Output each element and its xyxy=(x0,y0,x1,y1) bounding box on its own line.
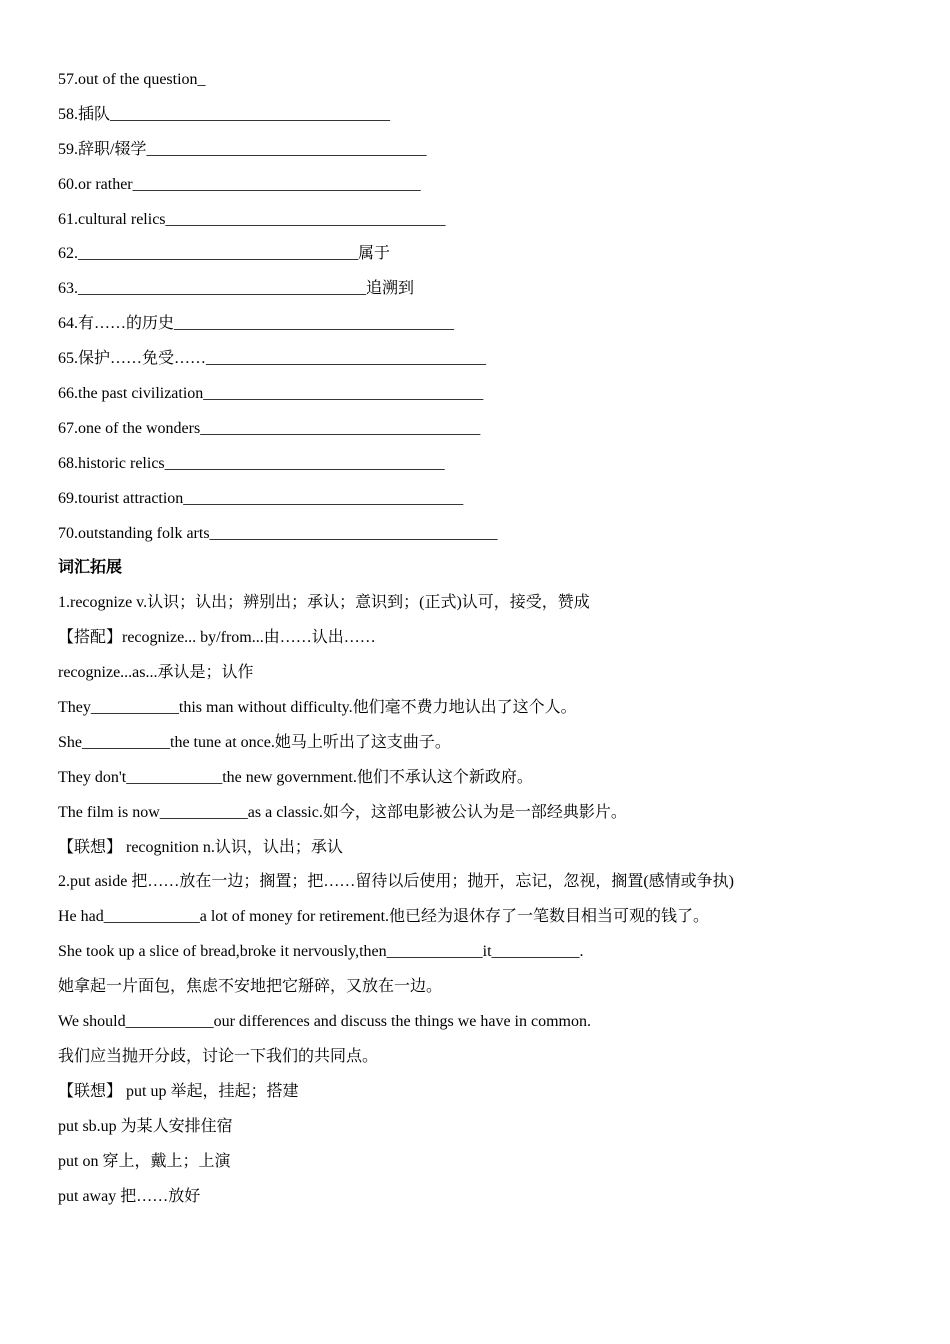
example-sentence: She___________the tune at once.她马上听出了这支曲子。 xyxy=(58,733,451,751)
association-line: 【联想】 recognition n.认识，认出；承认 xyxy=(58,838,343,856)
vocab-entry-recognize: 1.recognize v.认识；认出；辨别出；承认；意识到；(正式)认可，接受，赞成 xyxy=(58,594,590,612)
phrase-item-62: 62.___________________________________属于 xyxy=(58,245,391,263)
phrase-item-68: 68.historic relics___________________________________ xyxy=(58,454,445,472)
phrase-item-63: 63.____________________________________追溯到 xyxy=(58,280,415,298)
section-title: 词汇拓展 xyxy=(58,559,123,577)
example-translation: 她拿起一片面包，焦虑不安地把它掰碎，又放在一边。 xyxy=(58,978,443,996)
example-sentence: We should___________our differences and discuss the things we have in common. xyxy=(58,1013,591,1031)
collocation-line: 【搭配】recognize... by/from...由……认出…… xyxy=(58,629,376,647)
phrase-list xyxy=(58,63,918,551)
example-sentence: She took up a slice of bread,broke it nervously,then____________it___________. xyxy=(58,943,584,961)
association-line: put sb.up 为某人安排住宿 xyxy=(58,1117,233,1135)
association-line: put on 穿上，戴上；上演 xyxy=(58,1152,231,1170)
phrase-item-69: 69.tourist attraction___________________________________ xyxy=(58,489,464,507)
phrase-item-60: 60.or rather____________________________________ xyxy=(58,175,421,193)
phrase-item-66: 66.the past civilization___________________________________ xyxy=(58,385,484,403)
association-line: put away 把……放好 xyxy=(58,1187,201,1205)
example-sentence: They___________this man without difficulty.他们毫不费力地认出了这个人。 xyxy=(58,699,577,717)
phrase-item-57: 57.out of the question_ xyxy=(58,71,206,88)
phrase-item-64: 64.有……的历史___________________________________ xyxy=(58,315,455,333)
phrase-item-61: 61.cultural relics___________________________________ xyxy=(58,210,446,228)
example-sentence: They don't____________the new government.他们不承认这个新政府。 xyxy=(58,768,533,786)
collocation-line: recognize...as...承认是；认作 xyxy=(58,664,254,682)
vocab-section xyxy=(58,586,918,1214)
association-line: 【联想】 put up 举起，挂起；搭建 xyxy=(58,1082,299,1100)
phrase-item-67: 67.one of the wonders___________________________________ xyxy=(58,419,481,437)
phrase-item-59: 59.辞职/辍学___________________________________ xyxy=(58,140,427,158)
document-page xyxy=(58,63,918,1214)
phrase-item-58: 58.插队___________________________________ xyxy=(58,105,391,123)
phrase-item-70: 70.outstanding folk arts____________________________________ xyxy=(58,524,498,542)
phrase-item-65: 65.保护……免受……___________________________________ xyxy=(58,350,487,368)
example-translation: 我们应当抛开分歧，讨论一下我们的共同点。 xyxy=(58,1047,379,1065)
example-sentence: He had____________a lot of money for retirement.他已经为退休存了一笔数目相当可观的钱了。 xyxy=(58,908,710,926)
example-sentence: The film is now___________as a classic.如今，这部电影被公认为是一部经典影片。 xyxy=(58,803,627,821)
vocab-entry-put-aside: 2.put aside 把……放在一边；搁置；把……留待以后使用；抛开，忘记，忽视，搁置(感情或争执) xyxy=(58,873,734,891)
